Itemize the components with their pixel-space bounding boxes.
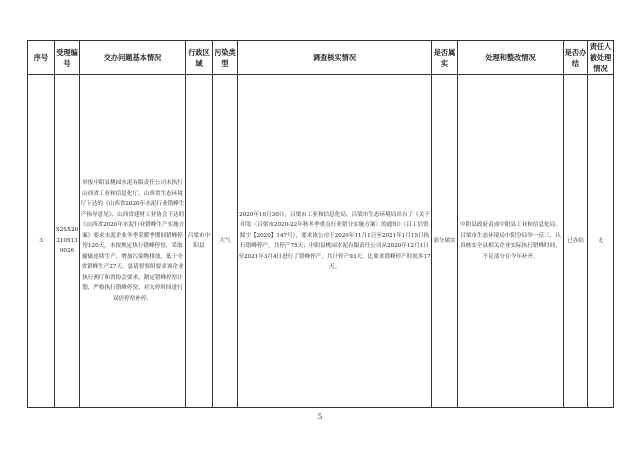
table-row [28,75,614,408]
cell-accountability: 无 [588,75,614,408]
header-basic-info: 交办问题基本情况 [80,41,186,75]
header-seq: 序号 [28,41,55,75]
complaint-table [27,40,614,408]
header-handling: 处理和整改情况 [458,41,564,75]
cell-basic-info: 举报中阳县桃园水泥有限责任公司未执行山西省工业和信息化厅、山西省生态环境厅下达的《山西省2020年水泥行业错峰生产指导意见》、山西省建材工业协会下达的《山西省2020年水泥行业错峰生产实施方案》要求水泥企业冬季采暖季期间错峰停窑120天，未按规定执行错峰停窑，采取偷偷连续生产，增加污染物排放，低于全省错峰生产27天。恳请督察组要求该企业执行两厅和省协会要求，制定错峰停窑计划，严格执行错峰停窑，对欠停时间进行双倍停窑补停。 [80,75,186,408]
cell-pollution-type: 大气 [213,75,238,408]
cell-is-closed: 已办结 [564,75,588,408]
header-investigation: 调查核实情况 [238,41,432,75]
cell-investigation: 2020年10月30日，吕梁市工业和信息化局、吕梁市生态环境局出台了《关于印发〈吕梁市2020-22年秋冬季重点行业错分实施方案〉的通知》（吕工信资源字【2020】147号），要求该公司于2020年11月1日至2021年1月15日执行错峰停产，共停产75天；中阳县桃园水泥有限责任公司从2020年12月1日至2021年3月4日进行了错峰停产，共计停产93天，比要求错峰停产时间多17天。 [238,75,432,408]
cell-accept-no: X2SX202105130026 [55,75,80,408]
table-header-row [28,41,614,75]
cell-handling: 中阳县政府责成中阳县工业和信息化局、吕梁市生态环境局中阳分局举一反三，认真核实全县相关企业实际执行错峰时间，不足部分在今年补齐。 [458,75,564,408]
header-is-true: 是否属实 [432,41,458,75]
cell-admin-region: 吕梁市中阳县 [186,75,213,408]
header-is-closed: 是否办结 [564,41,588,75]
header-accountability: 责任人被处理情况 [588,41,614,75]
header-accept-no: 受理编号 [55,41,80,75]
cell-is-true: 部分属实 [432,75,458,408]
header-admin-region: 行政区域 [186,41,213,75]
header-pollution-type: 污染类型 [213,41,238,75]
cell-seq: 3 [28,75,55,408]
page-number: 5 [317,413,323,421]
